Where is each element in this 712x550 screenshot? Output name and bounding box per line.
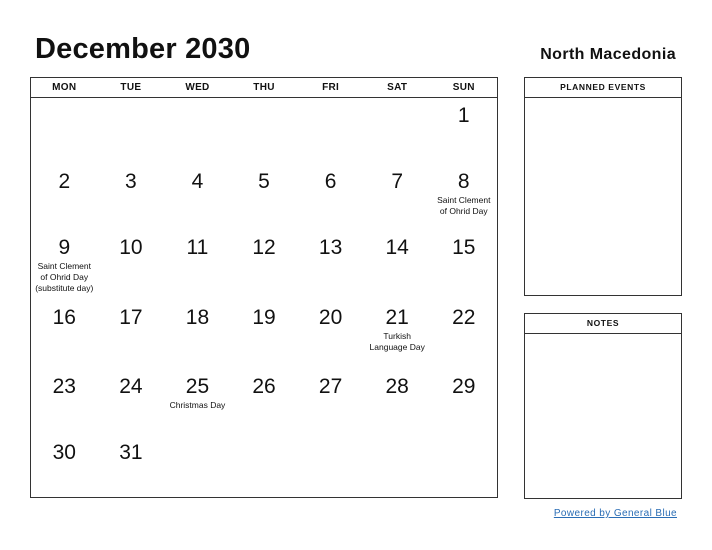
day-number: 3 bbox=[125, 170, 137, 193]
day-cell bbox=[297, 299, 364, 368]
weekday-fri: FRI bbox=[322, 82, 340, 93]
day-cell bbox=[164, 229, 231, 299]
day-cell bbox=[31, 368, 98, 434]
day-cell bbox=[364, 368, 431, 434]
day-cell bbox=[231, 229, 298, 299]
day-number: 12 bbox=[252, 236, 276, 259]
day-cell bbox=[164, 299, 231, 368]
day-cell bbox=[231, 368, 298, 434]
day-cell bbox=[98, 434, 165, 498]
planned-events-panel bbox=[524, 77, 682, 296]
day-grid bbox=[31, 97, 497, 498]
day-number: 26 bbox=[252, 375, 276, 398]
holiday-label: Christmas Day bbox=[169, 400, 226, 410]
day-number: 19 bbox=[252, 306, 276, 329]
day-number: 30 bbox=[52, 441, 76, 464]
day-cell bbox=[31, 434, 98, 498]
day-number: 29 bbox=[452, 375, 476, 398]
page-title: December 2030 bbox=[35, 33, 251, 65]
day-cell bbox=[430, 299, 497, 368]
day-cell bbox=[430, 163, 497, 229]
holiday-label: Turkish Language Day bbox=[369, 331, 425, 352]
day-cell bbox=[98, 368, 165, 434]
weekday-tue: TUE bbox=[120, 82, 142, 93]
day-cell bbox=[297, 368, 364, 434]
day-cell bbox=[364, 229, 431, 299]
day-number: 8 bbox=[457, 170, 470, 193]
country-label: North Macedonia bbox=[540, 46, 676, 63]
day-number: 9 bbox=[58, 236, 71, 259]
notes-panel bbox=[524, 313, 682, 499]
powered-by-link[interactable]: Powered by General Blue bbox=[553, 508, 677, 519]
day-cell bbox=[164, 368, 231, 434]
day-cell bbox=[430, 229, 497, 299]
day-cell bbox=[231, 163, 298, 229]
weekday-thu: THU bbox=[253, 82, 275, 93]
day-number: 10 bbox=[119, 236, 143, 259]
day-number: 16 bbox=[52, 306, 76, 329]
day-cell bbox=[364, 97, 431, 163]
day-cell bbox=[98, 229, 165, 299]
day-cell bbox=[297, 97, 364, 163]
holiday-label: Saint Clement of Ohrid Day (substitute day) bbox=[35, 261, 94, 293]
day-cell bbox=[31, 229, 98, 299]
week-row bbox=[31, 163, 497, 229]
day-cell bbox=[31, 97, 98, 163]
day-cell bbox=[164, 163, 231, 229]
day-number: 23 bbox=[52, 375, 76, 398]
day-number: 25 bbox=[185, 375, 210, 398]
day-number: 5 bbox=[258, 170, 270, 193]
weekday-sun: SUN bbox=[452, 82, 475, 93]
day-cell bbox=[231, 299, 298, 368]
weekday-sat: SAT bbox=[387, 82, 408, 93]
day-number: 20 bbox=[318, 306, 343, 329]
day-cell bbox=[31, 163, 98, 229]
day-cell bbox=[364, 299, 431, 368]
day-number: 24 bbox=[119, 375, 143, 398]
day-number: 17 bbox=[119, 306, 143, 329]
week-row bbox=[31, 229, 497, 299]
day-number: 2 bbox=[58, 170, 71, 193]
day-cell bbox=[430, 434, 497, 498]
day-cell bbox=[297, 434, 364, 498]
week-row bbox=[31, 97, 497, 163]
day-cell bbox=[98, 163, 165, 229]
day-number: 7 bbox=[391, 170, 404, 193]
holiday-label: Saint Clement of Ohrid Day bbox=[437, 195, 491, 216]
day-cell bbox=[164, 434, 231, 498]
day-cell bbox=[98, 97, 165, 163]
day-number: 21 bbox=[385, 306, 409, 329]
day-number: 1 bbox=[457, 104, 470, 127]
weekday-header-row bbox=[31, 78, 497, 98]
day-number: 11 bbox=[186, 236, 209, 259]
day-cell bbox=[430, 368, 497, 434]
day-cell bbox=[231, 434, 298, 498]
day-cell bbox=[430, 97, 497, 163]
weekday-mon: MON bbox=[52, 82, 77, 93]
day-number: 14 bbox=[385, 236, 409, 259]
day-number: 6 bbox=[324, 170, 337, 193]
calendar-grid bbox=[30, 77, 498, 498]
day-cell bbox=[297, 229, 364, 299]
day-number: 4 bbox=[191, 170, 204, 193]
planned-events-heading: PLANNED EVENTS bbox=[525, 78, 681, 98]
day-number: 27 bbox=[318, 375, 343, 398]
week-row bbox=[31, 299, 497, 368]
week-row bbox=[31, 434, 497, 498]
day-cell bbox=[297, 163, 364, 229]
day-number: 22 bbox=[452, 306, 476, 329]
week-row bbox=[31, 368, 497, 434]
day-number: 31 bbox=[119, 441, 143, 464]
day-number: 28 bbox=[385, 375, 409, 398]
day-cell bbox=[364, 434, 431, 498]
day-number: 15 bbox=[452, 236, 476, 259]
day-cell bbox=[364, 163, 431, 229]
day-cell bbox=[98, 299, 165, 368]
weekday-wed: WED bbox=[185, 82, 210, 93]
day-cell bbox=[31, 299, 98, 368]
day-number: 13 bbox=[318, 236, 343, 259]
notes-heading: NOTES bbox=[525, 314, 681, 334]
day-number: 18 bbox=[185, 306, 210, 329]
day-cell bbox=[164, 97, 231, 163]
day-cell bbox=[231, 97, 298, 163]
